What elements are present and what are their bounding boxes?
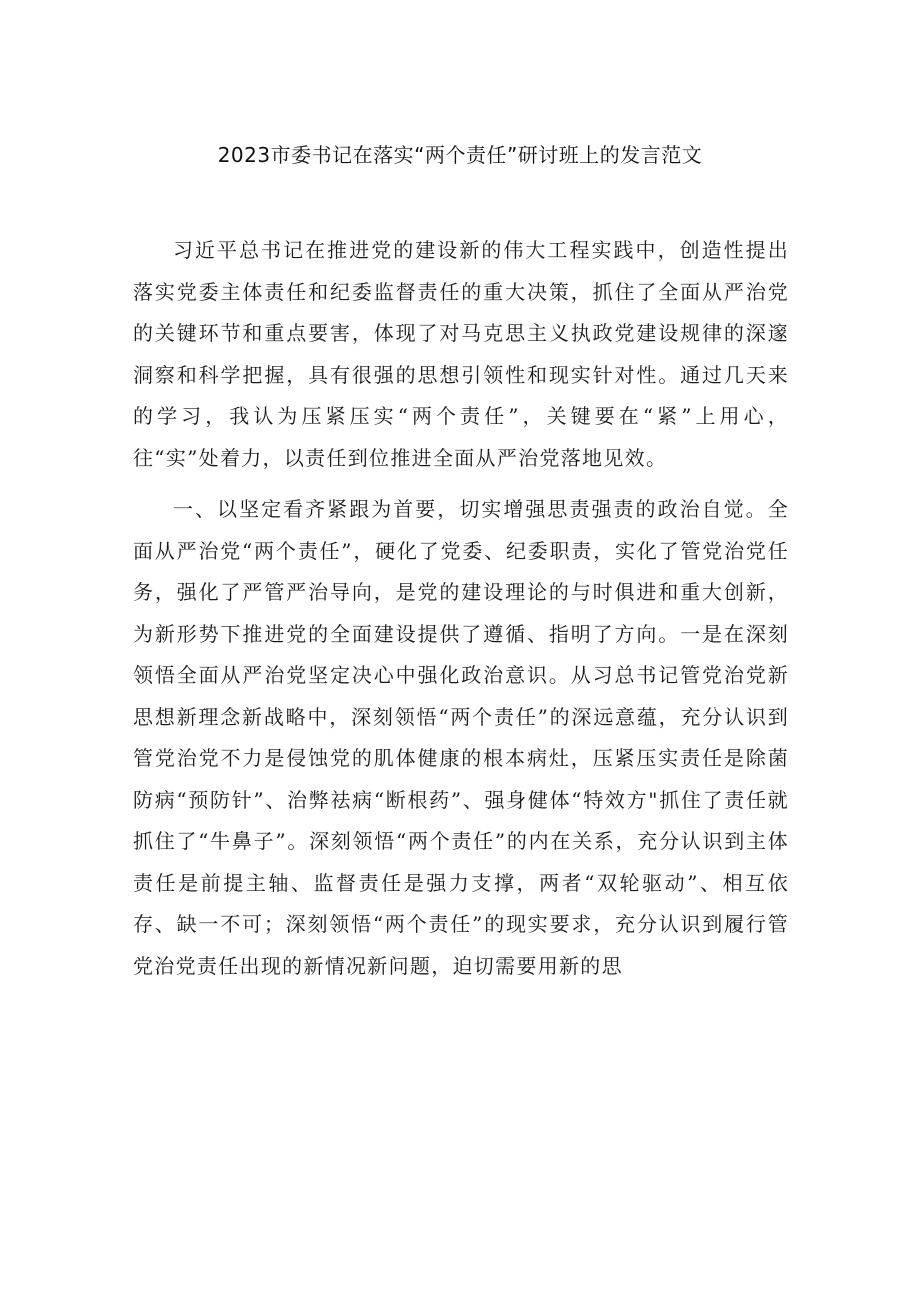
document-title: 2023市委书记在落实“两个责任”研讨班上的发言范文 — [217, 143, 703, 167]
paragraph-intro: 习近平总书记在推进党的建设新的伟大工程实践中，创造性提出落实党委主体责任和纪委监督责任的重大决策，抓住了全面从严治党的关键环节和重点要害，体现了对马克思主义执政党建设规律的深邃洞察和科学把握，具有很强的思想引领性和现实针对性。通过几天来的学习，我认为压紧压实“两个责任”，关键要在“紧”上用心，往“实”处着力，以责任到位推进全面从严治党落地见效。 — [133, 238, 789, 470]
paragraph-section-one: 一、以坚定看齐紧跟为首要，切实增强思责强责的政治自觉。全面从严治党“两个责任”，硬化了党委、纪委职责，实化了管党治党任务，强化了严管严治导向，是党的建设理论的与时俱进和重大创新，为新形势下推进党的全面建设提供了遵循、指明了方向。一是在深刻领悟全面从严治党坚定决心中强化政治意识。从习总书记管党治党新思想新理念新战略中，深刻领悟“两个责任”的深远意蕴，充分认识到管党治党不力是侵蚀党的肌体健康的根本病灶，压紧压实责任是除菌防病“预防针”、治弊祛病“断根药”、强身健体“特效方"抓住了责任就抓住了“牛鼻子”。深刻领悟“两个责任”的内在关系，充分认识到主体责任是前提主轴、监督责任是强力支撑，两者“双轮驱动”、相互依存、缺一不可；深刻领悟“两个责任”的现实要求，充分认识到履行管党治党责任出现的新情况新问题，迫切需要用新的思 — [133, 497, 789, 978]
document-body — [133, 230, 789, 987]
